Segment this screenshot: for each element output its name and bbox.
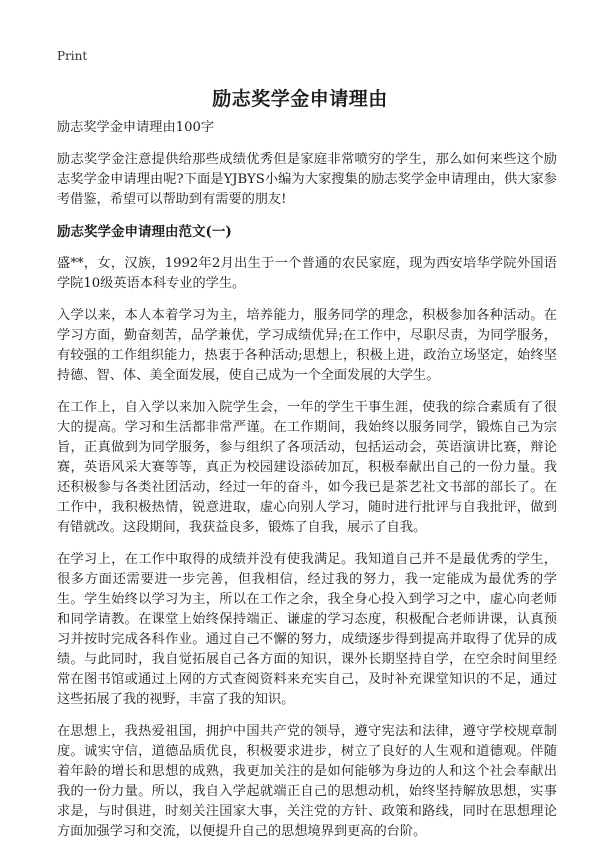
page-title: 励志奖学金申请理由 bbox=[212, 88, 388, 110]
body-paragraph: 入学以来，本人本着学习为主，培养能力，服务同学的理念，积极参加各种活动。在学习方面，勤奋刻苦，品学兼优，学习成绩优异;在工作中，尽职尽责，为同学服务，有较强的工作组织能力，热衷于各种活动;思想上，积极上进，政治立场坚定，始终坚持德、智、体、美全面发展，使自己成为一个全面发展的大学生。 bbox=[57, 308, 557, 383]
body-paragraph: 在工作上，自入学以来加入院学生会，一年的学生干事生涯，使我的综合素质有了很大的提高。学习和生活都非常严谨。在工作期间，我始终以服务同学，锻炼自己为宗旨，正真做到为同学服务，参与组织了各项活动，包括运动会，英语演讲比赛，辩论赛，英语风采大赛等等，真正为校园建设添砖加瓦，积极奉献出自己的一份力量。我还积极参与各类社团活动，经过一年的奋斗，如今我已是茶艺社文书部的部长了。在工作中，我积极热情，锐意进取，虚心向别人学习，随时进行批评与自我批评，做到有错就改。这段期间，我获益良多，锻炼了自我，展示了自我。 bbox=[57, 400, 557, 535]
body-paragraph: 盛**，女，汉族，1992年2月出生于一个普通的农民家庭，现为西安培华学院外国语学院10级英语本科专业的学生。 bbox=[57, 256, 557, 291]
section-heading: 励志奖学金申请理由范文(一) bbox=[57, 224, 232, 240]
intro-paragraph: 励志奖学金注意提供给那些成绩优秀但是家庭非常喷穷的学生，那么如何来些这个励志奖学金申请理由呢?下面是YJBYS小编为大家搜集的励志奖学金申请理由，供大家参考借鉴，希望可以帮助到有需要的朋友! bbox=[57, 152, 557, 207]
body-paragraph: 在思想上，我热爱祖国，拥护中国共产党的领导，遵守宪法和法律，遵守学校规章制度。诚实守信，道德品质优良，积极要求进步，树立了良好的人生观和道德观。伴随着年龄的增长和思想的成熟，我更加关注的是如何能够为身边的人和这个社会奉献出我的一份力量。所以，我自入学起就端正自己的思想动机，始终坚持解放思想，实事求是，与时俱进，时刻关注国家大事，关注党的方针、政策和路线，同时在思想理论方面加强学习和交流，以便提升自己的思想境界到更高的台阶。 bbox=[57, 724, 557, 839]
print-link[interactable]: Print bbox=[57, 49, 88, 63]
document-body bbox=[57, 118, 557, 854]
body-paragraph: 在学习上，在工作中取得的成绩并没有使我满足。我知道自己并不是最优秀的学生，很多方面还需要进一步完善，但我相信，经过我的努力，我一定能成为最优秀的学生。学生始终以学习为主，所以在工作之余，我全身心投入到学习之中，虚心向老师和同学请教。在课堂上始终保持端正、谦虚的学习态度，积极配合老师讲课，认真预习并按时完成各科作业。通过自己不懈的努力，成绩逐步得到提高并取得了优异的成绩。与此同时，我自觉拓展自己各方面的知识，课外长期坚持自学，在空余时间里经常在图书馆或通过上网的方式查阅资料来充实自己，及时补充课堂知识的不足，通过这些拓展了我的视野，丰富了我的知识。 bbox=[57, 552, 557, 707]
document-subtitle: 励志奖学金申请理由100字 bbox=[57, 120, 215, 135]
